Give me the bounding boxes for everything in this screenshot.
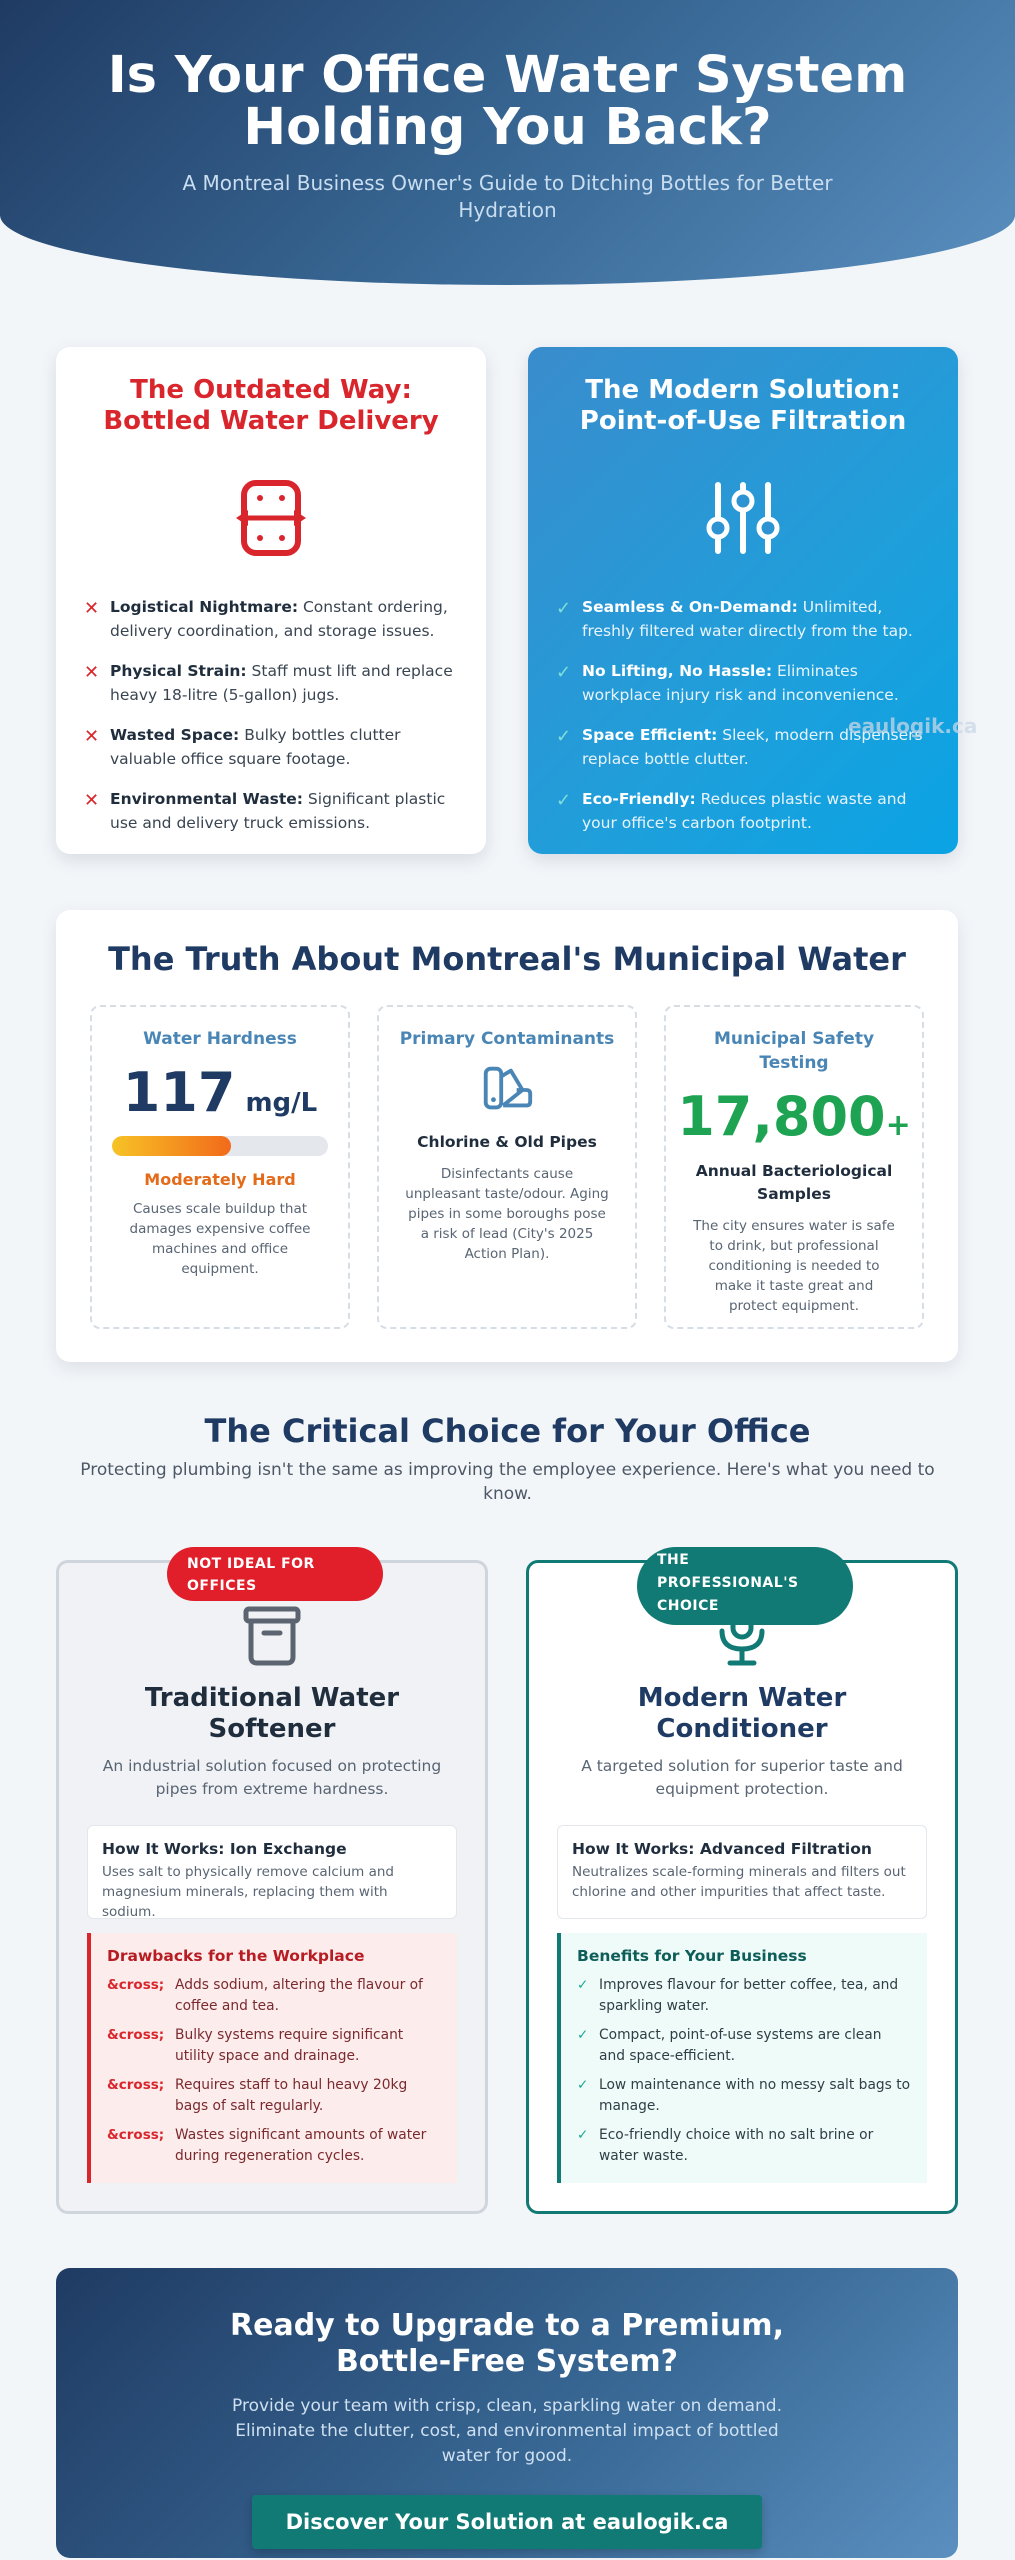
list-item [556, 659, 930, 707]
drawback-text: Wastes significant amounts of water during regeneration cycles. [175, 2127, 427, 2164]
hero-banner [0, 0, 1015, 285]
point-text: Eliminates workplace injury risk and inconvenience. [582, 662, 899, 704]
testing-desc: The city ensures water is safe to drink, but professional conditioning is needed to make it taste great and protect equipment. [693, 1218, 895, 1314]
microphone-icon [706, 1599, 778, 1671]
check-icon: ✓ [556, 662, 572, 683]
hardness-value: 117 [122, 1061, 236, 1124]
bin-icon [236, 1599, 308, 1671]
benefit-text: Improves flavour for better coffee, tea, and sparkling water. [599, 1977, 899, 2014]
filtration-card [528, 347, 958, 854]
critical-choice-title: The Critical Choice for Your Office [204, 1412, 811, 1450]
benefit-text: Low maintenance with no messy salt bags to manage. [599, 2077, 911, 2114]
softener-how-text: Uses salt to physically remove calcium and magnesium minerals, replacing them with sodium. [102, 1864, 394, 1920]
point-text: Staff must lift and replace heavy 18-litre (5-gallon) jugs. [110, 662, 453, 704]
list-item [107, 2025, 441, 2067]
benefit-text: Compact, point-of-use systems are clean and space-efficient. [599, 2027, 882, 2064]
check-icon: ✓ [556, 726, 572, 747]
cross-icon: ✕ [84, 790, 100, 811]
hardness-bar-fill [112, 1136, 231, 1156]
list-item [556, 595, 930, 643]
contaminants-desc: Disinfectants cause unpleasant taste/odour. Aging pipes in some boroughs pose a risk of lead (City's 2025 Action Plan). [405, 1166, 609, 1262]
list-item [556, 787, 930, 835]
testing-stat [664, 1005, 924, 1329]
bottled-water-title: The Outdated Way: Bottled Water Delivery [103, 375, 439, 436]
water-jug-icon [226, 473, 316, 563]
softener-drawbacks-title: Drawbacks for the Workplace [107, 1947, 365, 1965]
testing-value-row [666, 1085, 922, 1148]
drawback-text: Requires staff to haul heavy 20kg bags of salt regularly. [175, 2077, 408, 2114]
cross-entity-icon: &cross; [107, 2077, 165, 2093]
hardness-value-row [92, 1061, 348, 1124]
hardness-level: Moderately Hard [144, 1170, 296, 1189]
testing-value: 17,800 [677, 1085, 886, 1148]
drawback-text: Adds sodium, altering the flavour of coffee and tea. [175, 1977, 423, 2014]
conditioner-desc: A targeted solution for superior taste and equipment protection. [581, 1757, 903, 1798]
swatch-icon [478, 1061, 536, 1119]
municipal-water-panel [56, 910, 958, 1362]
conditioner-title: Modern Water Conditioner [637, 1683, 847, 1744]
hardness-desc: Causes scale buildup that damages expensive coffee machines and office equipment. [129, 1201, 311, 1277]
hardness-stat [90, 1005, 350, 1329]
check-icon: ✓ [577, 2027, 589, 2043]
cta-text: Provide your team with crisp, clean, sparkling water on demand. Eliminate the clutter, cost, and environmental impact of bottled water for good. [232, 2396, 782, 2466]
conditioner-card [526, 1551, 958, 2214]
point-label: Space Efficient: [582, 726, 718, 744]
contaminants-heading: Primary Contaminants [399, 1029, 615, 1049]
conditioner-how-box [557, 1825, 927, 1919]
cross-icon: ✕ [84, 726, 100, 747]
list-item [84, 723, 458, 771]
list-item [577, 2075, 911, 2117]
check-icon: ✓ [577, 2077, 589, 2093]
watermark: eaulogik.ca [848, 714, 978, 738]
contaminants-label: Chlorine & Old Pipes [417, 1133, 597, 1151]
check-icon: ✓ [577, 1977, 589, 1993]
hardness-unit: mg/L [245, 1088, 318, 1118]
point-text: Constant ordering, delivery coordination, and storage issues. [110, 598, 448, 640]
softener-how-title: How It Works: Ion Exchange [102, 1840, 347, 1858]
check-icon: ✓ [577, 2127, 589, 2143]
point-label: Eco-Friendly: [582, 790, 696, 808]
point-label: Seamless & On-Demand: [582, 598, 798, 616]
point-text: Sleek, modern dispensers replace bottle clutter. [582, 726, 923, 768]
point-text: Significant plastic use and delivery truck emissions. [110, 790, 446, 832]
cta-banner [56, 2268, 958, 2558]
testing-plus: + [885, 1108, 911, 1143]
point-label: Wasted Space: [110, 726, 240, 744]
list-item [107, 1975, 441, 2017]
cross-entity-icon: &cross; [107, 1977, 165, 1993]
municipal-water-title: The Truth About Montreal's Municipal Water [108, 940, 906, 978]
list-item [84, 787, 458, 835]
conditioner-how-text: Neutralizes scale-forming minerals and filters out chlorine and other impurities that affect taste. [572, 1864, 906, 1900]
softener-card [56, 1556, 488, 2214]
drawback-text: Bulky systems require significant utility space and drainage. [175, 2027, 404, 2064]
list-item [84, 659, 458, 707]
list-item [577, 1975, 911, 2017]
check-icon: ✓ [556, 598, 572, 619]
conditioner-how-title: How It Works: Advanced Filtration [572, 1840, 872, 1858]
point-label: Environmental Waste: [110, 790, 303, 808]
page-title: Is Your Office Water System Holding You Back? [107, 46, 908, 157]
softener-title: Traditional Water Softener [144, 1683, 400, 1744]
list-item [84, 595, 458, 643]
bottled-water-card [56, 347, 486, 854]
point-text: Bulky bottles clutter valuable office square footage. [110, 726, 401, 768]
benefit-text: Eco-friendly choice with no salt brine or water waste. [599, 2127, 874, 2164]
bottled-water-points [84, 595, 458, 851]
point-text: Unlimited, freshly filtered water directly from the tap. [582, 598, 913, 640]
testing-label: Annual Bacteriological Samples [695, 1162, 893, 1203]
softener-how-box [87, 1825, 457, 1919]
conditioner-benefits-title: Benefits for Your Business [577, 1947, 807, 1965]
filtration-title: The Modern Solution: Point-of-Use Filtration [579, 375, 907, 436]
conditioner-benefits [557, 1933, 927, 2183]
softener-desc: An industrial solution focused on protecting pipes from extreme hardness. [102, 1757, 442, 1798]
hardness-heading: Water Hardness [143, 1029, 297, 1049]
cross-entity-icon: &cross; [107, 2027, 165, 2043]
list-item [107, 2075, 441, 2117]
not-ideal-badge: NOT IDEAL FOR OFFICES [167, 1547, 383, 1601]
critical-choice-subtitle: Protecting plumbing isn't the same as improving the employee experience. Here's what you need to know. [80, 1460, 935, 1504]
cross-icon: ✕ [84, 662, 100, 683]
point-label: No Lifting, No Hassle: [582, 662, 773, 680]
cross-entity-icon: &cross; [107, 2127, 165, 2143]
cross-icon: ✕ [84, 598, 100, 619]
check-icon: ✓ [556, 790, 572, 811]
point-label: Logistical Nightmare: [110, 598, 299, 616]
cta-title: Ready to Upgrade to a Premium, Bottle-Free System? [230, 2308, 784, 2379]
list-item [577, 2125, 911, 2167]
softener-drawbacks [87, 1933, 457, 2183]
page-subtitle: A Montreal Business Owner's Guide to Ditching Bottles for Better Hydration [182, 171, 833, 222]
point-label: Physical Strain: [110, 662, 247, 680]
testing-heading: Municipal Safety Testing [713, 1029, 875, 1073]
hardness-bar [112, 1136, 328, 1156]
contaminants-stat [377, 1005, 637, 1329]
list-item [107, 2125, 441, 2167]
point-text: Reduces plastic waste and your office's carbon footprint. [582, 790, 907, 832]
sliders-icon [698, 473, 788, 563]
list-item [577, 2025, 911, 2067]
discover-solution-button[interactable]: Discover Your Solution at eaulogik.ca [252, 2495, 762, 2549]
professional-choice-badge: THE PROFESSIONAL'S CHOICE [637, 1547, 853, 1625]
